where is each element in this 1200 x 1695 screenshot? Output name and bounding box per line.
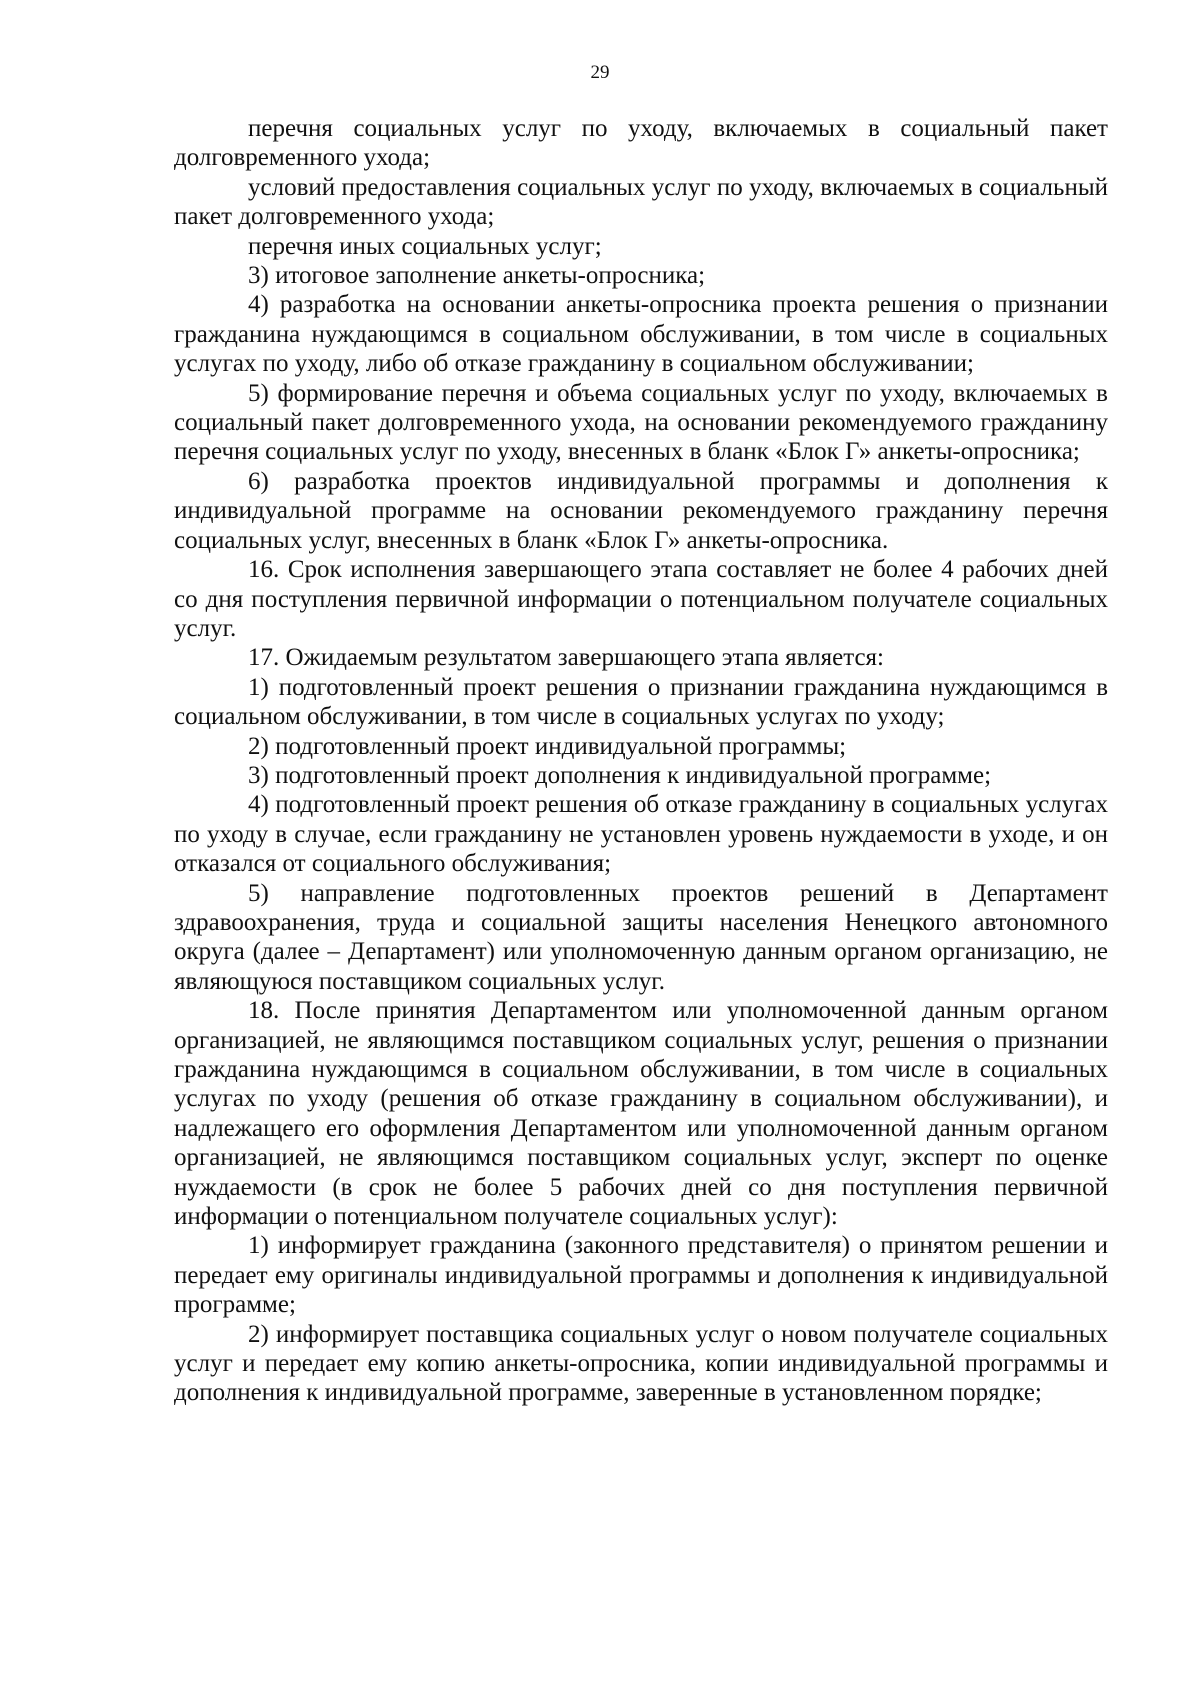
paragraph: 5) формирование перечня и объема социальных услуг по уходу, включаемых в социальный пакет долговременного ухода, на основании рекомендуемого гражданину перечня социальных услуг по уходу, внесенных в бланк «Блок Г» анкеты-опросника;: [174, 379, 1108, 466]
paragraph: 6) разработка проектов индивидуальной программы и дополнения к индивидуальной программе на основании рекомендуемого гражданину перечня социальных услуг, внесенных в бланк «Блок Г» анкеты-опросника.: [174, 467, 1108, 554]
paragraph: 3) подготовленный проект дополнения к индивидуальной программе;: [248, 761, 992, 789]
paragraph: 5) направление подготовленных проектов решений в Департамент здравоохранения, труда и социальной защиты населения Ненецкого автономного округа (далее – Департамент) или уполномоченную данным органом организацию, не являющуюся поставщиком социальных услуг.: [174, 879, 1108, 995]
paragraph-item-16: 16. Срок исполнения завершающего этапа составляет не более 4 рабочих дней со дня поступления первичной информации о потенциальном получателе социальных услуг.: [174, 556, 1108, 642]
paragraph: перечня социальных услуг по уходу, включаемых в социальный пакет долговременного ухода;: [174, 115, 1108, 172]
document-body: [174, 114, 1108, 1408]
page-number: 29: [590, 62, 610, 83]
paragraph: 2) подготовленный проект индивидуальной программы;: [248, 732, 847, 760]
paragraph-item-18: 18. После принятия Департаментом или уполномоченной данным органом организацией, не являющимся поставщиком социальных услуг, решения о признании гражданина нуждающимся в социальном обслуживании, в том числе в социальных услугах по уходу (решения об отказе гражданину в социальном обслуживании), и надлежащего его оформления Департаментом или уполномоченной данным органом организацией, не являющимся поставщиком социальных услуг, эксперт по оценке нуждаемости (в срок не более 5 рабочих дней со дня поступления первичной информации о потенциальном получателе социальных услуг):: [174, 997, 1108, 1231]
paragraph: 2) информирует поставщика социальных услуг о новом получателе социальных услуг и передает ему копию анкеты-опросника, копии индивидуальной программы и дополнения к индивидуальной программе, заверенные в установленном порядке;: [174, 1320, 1108, 1407]
paragraph: условий предоставления социальных услуг по уходу, включаемых в социальный пакет долговременного ухода;: [174, 173, 1108, 231]
paragraph: 4) разработка на основании анкеты-опросника проекта решения о признании гражданина нуждающимся в социальном обслуживании, в том числе в социальных услугах по уходу, либо об отказе гражданину в социальном обслуживании;: [174, 291, 1108, 378]
paragraph-item-17: 17. Ожидаемым результатом завершающего этапа является:: [248, 644, 884, 672]
paragraph: 1) подготовленный проект решения о признании гражданина нуждающимся в социальном обслуживании, в том числе в социальных услугах по уходу;: [174, 673, 1108, 731]
paragraph: 3) итоговое заполнение анкеты-опросника;: [248, 262, 706, 290]
paragraph: 4) подготовленный проект решения об отказе гражданину в социальных услугах по уходу в случае, если гражданину не установлен уровень нуждаемости в уходе, и он отказался от социального обслуживания;: [174, 791, 1108, 878]
paragraph: 1) информирует гражданина (законного представителя) о принятом решении и передает ему оригиналы индивидуальной программы и дополнения к индивидуальной программе;: [174, 1232, 1108, 1319]
paragraph: перечня иных социальных услуг;: [248, 232, 602, 260]
